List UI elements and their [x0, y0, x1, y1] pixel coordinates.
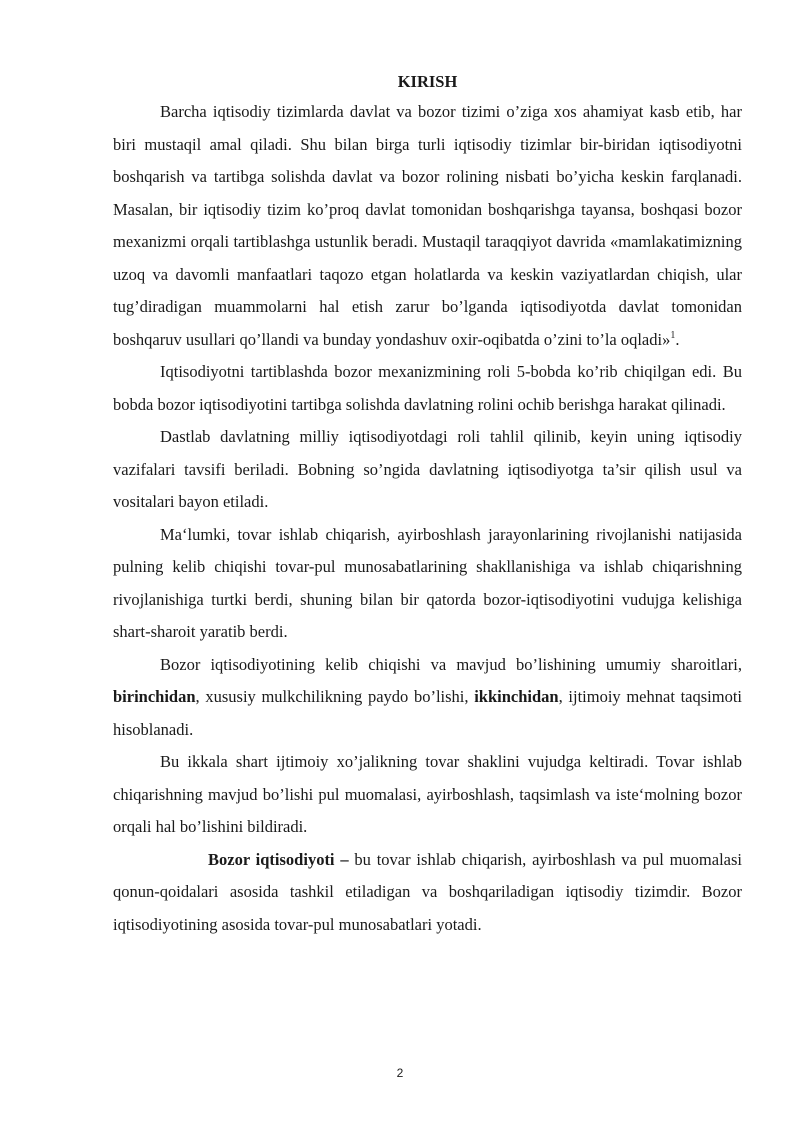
paragraph-text: Bu ikkala shart ijtimoiy xo’jalikning tovar shaklini vujudga keltiradi. Tovar ishlab chiqarishning mavjud bo’lishi pul muomalasi, ayirboshlash, taqsimlash va iste‘molning bozor orqali hal bo’lishini bildiradi. [113, 752, 742, 836]
paragraph [113, 519, 742, 649]
paragraph [113, 649, 742, 747]
footnote-marker[interactable]: 1 [670, 329, 676, 341]
paragraph-text: bu tovar ishlab chiqarish, ayirboshlash va pul muomalasi qonun-qoidalari asosida tashkil etiladigan va boshqariladigan iqtisodiy tizimdir. Bozor iqtisodiyotining asosida tovar-pul munosabatlari yotadi. [113, 849, 742, 934]
defined-term: Bozor iqtisodiyoti – [208, 849, 355, 869]
paragraph [113, 96, 742, 356]
paragraph-text: Ma‘lumki, tovar ishlab chiqarish, ayirboshlash jarayonlarining rivojlanishi natijasida pulning kelib chiqishi tovar-pul munosabatlarining shakllanishiga va ishlab chiqarishning rivojlanishiga turtki berdi, shuning bilan bir qatorda bozor-iqtisodiyotini vudujga kelishiga shart-sharoit yaratib berdi. [113, 524, 742, 641]
paragraph-text: Dastlab davlatning milliy iqtisodiyotdagi roli tahlil qilinib, keyin uning iqtisodiy vazifalari tavsifi beriladi. Bobning so’ngida davlatning iqtisodiyotga ta’sir qilish usul va vositalari bayon etiladi. [113, 427, 742, 511]
bold-term: birinchidan [113, 687, 196, 706]
definition-paragraph [113, 844, 742, 942]
page-number: 2 [396, 1066, 404, 1080]
document-page [113, 72, 742, 941]
paragraph [113, 356, 742, 421]
paragraph-text: Iqtisodiyotni tartiblashda bozor mexanizmining roli 5-bobda ko’rib chiqilgan edi. Bu bobda bozor iqtisodiyotini tartibga solishda davlatning rolini ochib berishga harakat qilinadi. [113, 362, 742, 414]
paragraph-text: . [675, 329, 680, 349]
section-title: KIRISH [397, 72, 458, 91]
paragraph-text: , ijtimoiy mehnat taqsimoti hisoblanadi. [113, 687, 742, 739]
paragraph [113, 746, 742, 844]
bold-term: ikkinchidan [474, 687, 559, 706]
paragraph-text: Barcha iqtisodiy tizimlarda davlat va bozor tizimi o’ziga xos ahamiyat kasb etib, har biri mustaqil amal qiladi. Shu bilan birga turli iqtisodiy tizimlar bir-biridan iqtisodiyotni boshqarish va tartibga solishda davlat va bozor rolining nisbati bo’yicha keskin farqlanadi. Masalan, bir iqtisodiy tizim ko’proq davlat tomonidan boshqarishga tayansa, boshqasi bozor mexanizmi orqali tartiblashga ustunlik beradi. Mustaqil taraqqiyot davrida «mamlakatimizning uzoq va davomli manfaatlari taqozo etgan holatlarda va keskin vaziyatlardan chiqish, ular tug’diradigan muammolarni hal etish zarur bo’lganda iqtisodiyotda davlat tomonidan boshqaruv usullari qo’llandi va bunday yondashuv oxir-oqibatda o’zini to’la oqladi» [113, 102, 742, 349]
paragraph-text: Bozor iqtisodiyotining kelib chiqishi va mavjud bo’lishining umumiy sharoitlari, [160, 654, 742, 674]
paragraph-text: , xususiy mulkchilikning paydo bo’lishi, [195, 687, 475, 706]
paragraph [113, 421, 742, 519]
